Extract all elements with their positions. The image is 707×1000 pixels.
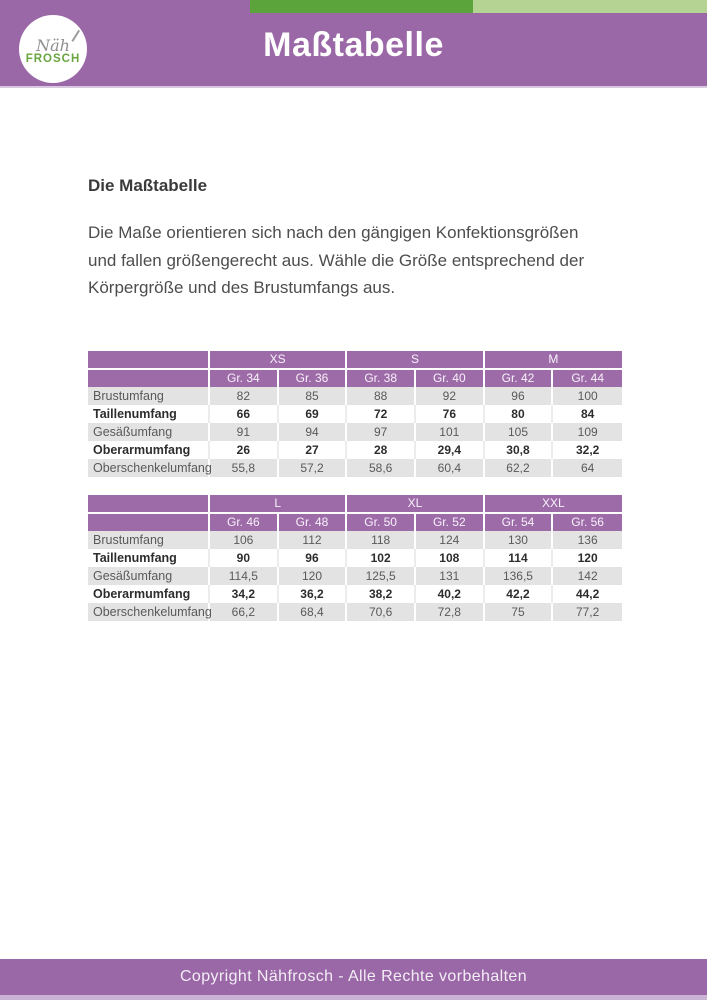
intro-heading: Die Maßtabelle: [88, 176, 208, 195]
measurement-value: 44,2: [553, 585, 622, 603]
size-column-header: Gr. 46: [210, 514, 279, 531]
size-column-header: Gr. 54: [485, 514, 554, 531]
table-corner-cell: [88, 514, 210, 531]
measurement-value: 94: [279, 423, 348, 441]
measurement-value: 68,4: [279, 603, 348, 621]
measurement-value: 120: [279, 567, 348, 585]
size-column-row: [88, 514, 622, 531]
measurement-value: 131: [416, 567, 485, 585]
measurement-label: Oberschenkelumfang: [88, 603, 210, 621]
size-column-header: Gr. 44: [553, 370, 622, 387]
measurement-value: 106: [210, 531, 279, 549]
size-group-header: XL: [347, 495, 484, 514]
page-title: Maßtabelle: [263, 26, 444, 64]
size-table-l-xl-xxl: [88, 495, 622, 621]
logo-caps-text: FROSCH: [25, 52, 81, 65]
measurement-value: 32,2: [553, 441, 622, 459]
page-header: [0, 0, 707, 88]
size-group-header: XS: [210, 351, 347, 370]
table-row: [88, 387, 622, 405]
measurement-value: 36,2: [279, 585, 348, 603]
measurement-value: 114: [485, 549, 554, 567]
measurement-value: 58,6: [347, 459, 416, 477]
table-row: [88, 585, 622, 603]
measurement-value: 72: [347, 405, 416, 423]
measurement-value: 105: [485, 423, 554, 441]
logo-brand-name: Näh: [36, 35, 70, 55]
measurement-value: 66,2: [210, 603, 279, 621]
measurement-value: 108: [416, 549, 485, 567]
size-column-header: Gr. 36: [279, 370, 348, 387]
copyright-text: Copyright Nähfrosch - Alle Rechte vorbehalten: [179, 968, 528, 985]
size-group-row: [88, 495, 622, 514]
measurement-value: 42,2: [485, 585, 554, 603]
measurement-value: 136: [553, 531, 622, 549]
measurement-label: Gesäßumfang: [88, 423, 210, 441]
measurement-value: 72,8: [416, 603, 485, 621]
measurement-value: 76: [416, 405, 485, 423]
table-row: [88, 441, 622, 459]
table-corner-cell: [88, 370, 210, 387]
measurement-value: 120: [553, 549, 622, 567]
measurement-value: 70,6: [347, 603, 416, 621]
measurement-value: 34,2: [210, 585, 279, 603]
measurement-value: 62,2: [485, 459, 554, 477]
header-accent-light-green: [473, 0, 707, 13]
measurement-label: Taillenumfang: [88, 549, 210, 567]
footer-accent-strip: [0, 995, 707, 1000]
table-row: [88, 549, 622, 567]
measurement-value: 85: [279, 387, 348, 405]
measurement-value: 92: [416, 387, 485, 405]
measurement-value: 109: [553, 423, 622, 441]
size-group-row: [88, 351, 622, 370]
measurement-value: 97: [347, 423, 416, 441]
measurement-value: 60,4: [416, 459, 485, 477]
measurement-value: 142: [553, 567, 622, 585]
size-column-header: Gr. 48: [279, 514, 348, 531]
measurement-value: 38,2: [347, 585, 416, 603]
measurement-value: 125,5: [347, 567, 416, 585]
measurement-value: 57,2: [279, 459, 348, 477]
measurement-value: 96: [485, 387, 554, 405]
table-corner-cell: [88, 351, 210, 370]
table-row: [88, 459, 622, 477]
table-row: [88, 603, 622, 621]
measurement-value: 29,4: [416, 441, 485, 459]
measurement-label: Brustumfang: [88, 387, 210, 405]
measurement-label: Oberarmumfang: [88, 441, 210, 459]
measurement-value: 96: [279, 549, 348, 567]
size-column-header: Gr. 56: [553, 514, 622, 531]
size-table-xs-s-m: [88, 351, 622, 477]
measurement-value: 136,5: [485, 567, 554, 585]
size-column-header: Gr. 38: [347, 370, 416, 387]
measurement-label: Taillenumfang: [88, 405, 210, 423]
size-column-header: Gr. 52: [416, 514, 485, 531]
measurement-label: Gesäßumfang: [88, 567, 210, 585]
measurement-value: 102: [347, 549, 416, 567]
size-column-header: Gr. 42: [485, 370, 554, 387]
size-column-header: Gr. 34: [210, 370, 279, 387]
measurement-value: 112: [279, 531, 348, 549]
table-corner-cell: [88, 495, 210, 514]
measurement-value: 82: [210, 387, 279, 405]
measurement-value: 55,8: [210, 459, 279, 477]
measurement-value: 84: [553, 405, 622, 423]
measurement-value: 69: [279, 405, 348, 423]
measurement-label: Oberschenkelumfang: [88, 459, 210, 477]
measurement-value: 130: [485, 531, 554, 549]
measurement-value: 100: [553, 387, 622, 405]
measurement-value: 124: [416, 531, 485, 549]
measurement-value: 114,5: [210, 567, 279, 585]
header-accent-dark-green: [250, 0, 473, 13]
measurement-value: 26: [210, 441, 279, 459]
footer-bar: [0, 959, 707, 995]
measurement-value: 27: [279, 441, 348, 459]
table-row: [88, 531, 622, 549]
measurement-value: 64: [553, 459, 622, 477]
measurement-value: 30,8: [485, 441, 554, 459]
page-footer: [0, 959, 707, 1000]
measurement-value: 77,2: [553, 603, 622, 621]
measurement-value: 28: [347, 441, 416, 459]
size-group-header: L: [210, 495, 347, 514]
size-group-header: XXL: [485, 495, 622, 514]
measurement-value: 80: [485, 405, 554, 423]
size-column-header: Gr. 40: [416, 370, 485, 387]
measurement-value: 66: [210, 405, 279, 423]
measurement-value: 118: [347, 531, 416, 549]
measurement-value: 75: [485, 603, 554, 621]
measurement-label: Oberarmumfang: [88, 585, 210, 603]
measurement-value: 40,2: [416, 585, 485, 603]
measurement-value: 90: [210, 549, 279, 567]
size-group-header: M: [485, 351, 622, 370]
measurement-value: 91: [210, 423, 279, 441]
size-column-header: Gr. 50: [347, 514, 416, 531]
size-group-header: S: [347, 351, 484, 370]
table-row: [88, 405, 622, 423]
size-column-row: [88, 370, 622, 387]
table-row: [88, 423, 622, 441]
table-row: [88, 567, 622, 585]
intro-paragraph: Die Maße orientieren sich nach den gängigen Konfektionsgrößen und fallen größengerecht aus. Wähle die Größe entsprechend der Körpergröße und des Brustumfangs aus.: [88, 223, 585, 297]
measurement-label: Brustumfang: [88, 531, 210, 549]
measurement-value: 101: [416, 423, 485, 441]
measurement-value: 88: [347, 387, 416, 405]
